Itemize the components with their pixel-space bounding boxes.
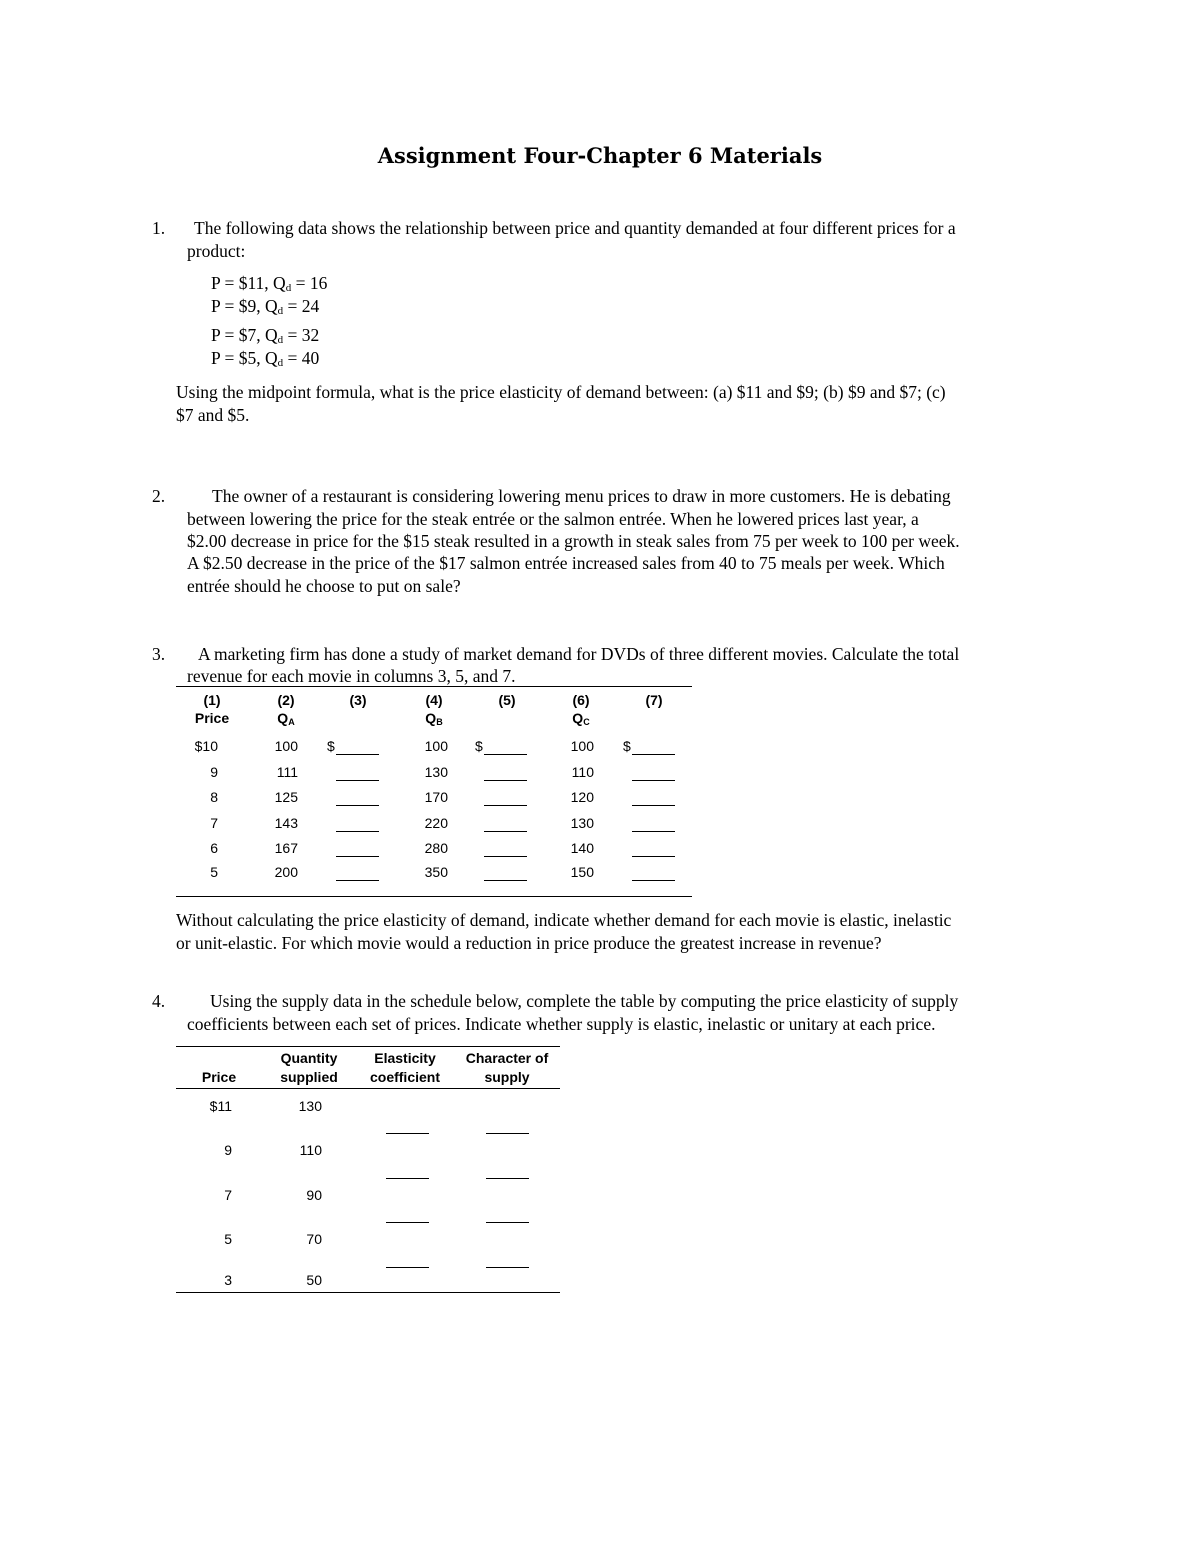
q3-header-num: (1) <box>203 692 221 708</box>
q3-intro-line2: revenue for each movie in columns 3, 5, and 7. <box>187 666 516 686</box>
q4-header-elas-line2: coefficient <box>369 1069 440 1085</box>
q1-qty-text: = 24 <box>283 296 320 316</box>
q1-sub-d: d <box>277 334 284 346</box>
q4-intro-line1: Using the supply data in the schedule below, complete the table by computing the price elasticity of supply <box>210 991 959 1011</box>
q3-answer-blank-col3 <box>336 880 379 881</box>
q3-header-num: (2) <box>277 692 295 708</box>
q3-answer-blank-col7 <box>632 780 675 781</box>
q1-sub-d: d <box>277 305 284 317</box>
q3-header-label <box>246 710 326 727</box>
q3-dollar-sign: $ <box>623 738 631 754</box>
q3-header-label-text: Q <box>425 710 437 726</box>
q3-cell-qb: 170 <box>424 789 448 805</box>
q3-answer-blank-col5 <box>484 780 527 781</box>
q3-header-num: (5) <box>498 692 516 708</box>
q3-answer-blank-col7 <box>632 831 675 832</box>
q3-dollar-sign: $ <box>327 738 335 754</box>
q3-header-sub: C <box>583 717 590 727</box>
q1-price-text: P = $5, Q <box>211 348 278 368</box>
q3-answer-blank-col7 <box>632 805 675 806</box>
q4-cell-qty: 50 <box>306 1272 322 1288</box>
q4-table-top-rule <box>176 1046 560 1047</box>
q3-cell-qb: 220 <box>424 815 448 831</box>
q1-intro-line1: The following data shows the relationship between price and quantity demanded at four different prices for a <box>194 218 956 238</box>
q3-header-num: (7) <box>645 692 663 708</box>
q3-cell-qa: 143 <box>274 815 298 831</box>
q3-cell-price: 8 <box>210 789 218 805</box>
q4-header-elas-line1: Elasticity <box>374 1050 436 1066</box>
q3-intro-line1: A marketing firm has done a study of market demand for DVDs of three different movies. Calculate the total <box>198 644 960 664</box>
q3-cell-qc: 150 <box>570 864 594 880</box>
q4-cell-qty: 130 <box>298 1098 322 1114</box>
q4-answer-blank-character <box>486 1267 529 1268</box>
q4-header-qty-line2: supplied <box>280 1069 338 1085</box>
q3-cell-qb: 350 <box>424 864 448 880</box>
page-title: Assignment Four-Chapter 6 Materials <box>377 143 823 168</box>
q4-table-bottom-rule <box>176 1292 560 1293</box>
q3-table-bottom-rule <box>176 896 692 897</box>
q3-cell-qa: 100 <box>274 738 298 754</box>
q3-header-label <box>541 710 621 727</box>
q4-answer-blank-character <box>486 1178 529 1179</box>
q1-question-line1: Using the midpoint formula, what is the price elasticity of demand between: (a) $11 and $9; (b) $9 and $7; (c) <box>176 382 946 402</box>
q3-table-top-rule <box>176 686 692 687</box>
q3-answer-blank-col5 <box>484 754 527 755</box>
q3-cell-qa: 125 <box>274 789 298 805</box>
q3-cell-price: $10 <box>194 738 218 754</box>
q3-answer-blank-col3 <box>336 856 379 857</box>
q3-dollar-sign: $ <box>475 738 483 754</box>
q3-answer-blank-col3 <box>336 754 379 755</box>
q3-cell-qa: 111 <box>276 764 298 780</box>
q4-cell-price: $11 <box>209 1098 232 1114</box>
q1-data-line <box>211 295 319 323</box>
q4-header-char-line2: supply <box>484 1069 530 1085</box>
q4-header-qty-line1: Quantity <box>280 1050 338 1066</box>
q1-qty-text: = 16 <box>291 273 328 293</box>
q4-cell-qty: 70 <box>306 1231 322 1247</box>
q3-answer-blank-col5 <box>484 805 527 806</box>
q3-answer-blank-col5 <box>484 856 527 857</box>
q3-answer-blank-col5 <box>484 831 527 832</box>
q4-cell-price: 5 <box>224 1231 232 1247</box>
q3-number: 3. <box>152 644 166 664</box>
q3-cell-qc: 130 <box>570 815 594 831</box>
q3-header-label <box>172 710 252 726</box>
q1-intro-line2: product: <box>187 241 246 261</box>
q3-cell-qc: 100 <box>570 738 594 754</box>
q4-header-char-line1: Character of <box>465 1050 549 1066</box>
q1-qty-text: = 40 <box>283 348 320 368</box>
q3-cell-qa: 167 <box>274 840 298 856</box>
q3-cell-qc: 120 <box>570 789 594 805</box>
q3-header-num: (3) <box>349 692 367 708</box>
q3-followup-line2: or unit-elastic. For which movie would a reduction in price produce the greatest increase in revenue? <box>176 933 882 953</box>
q3-cell-price: 7 <box>210 815 218 831</box>
q2-line-2: between lowering the price for the steak entrée or the salmon entrée. When he lowered prices last year, a <box>187 509 919 529</box>
q4-answer-blank-elasticity <box>386 1267 429 1268</box>
q1-question-line2: $7 and $5. <box>176 405 250 425</box>
q2-line-4: A $2.50 decrease in the price of the $17 salmon entrée increased sales from 40 to 75 meals per week. Which <box>187 553 945 573</box>
q2-line-3: $2.00 decrease in price for the $15 steak resulted in a growth in steak sales from 75 per week to 100 per week. <box>187 531 960 551</box>
q4-cell-qty: 110 <box>299 1142 322 1158</box>
q3-cell-qc: 110 <box>571 764 594 780</box>
q1-number: 1. <box>152 218 166 238</box>
q3-answer-blank-col3 <box>336 831 379 832</box>
q3-header-label-text: Q <box>277 710 289 726</box>
q4-cell-price: 9 <box>224 1142 232 1158</box>
q1-qty-text: = 32 <box>283 325 320 345</box>
q1-price-text: P = $7, Q <box>211 325 278 345</box>
q3-cell-qb: 100 <box>424 738 448 754</box>
q1-price-text: P = $9, Q <box>211 296 278 316</box>
q4-answer-blank-elasticity <box>386 1178 429 1179</box>
q3-header-label-text: Q <box>572 710 584 726</box>
q2-line-5: entrée should he choose to put on sale? <box>187 576 461 596</box>
q3-answer-blank-col7 <box>632 754 675 755</box>
q3-cell-qa: 200 <box>274 864 298 880</box>
q2-line-1: The owner of a restaurant is considering lowering menu prices to draw in more customers. He is debating <box>212 486 951 506</box>
q4-intro-line2: coefficients between each set of prices. Indicate whether supply is elastic, inelastic or unitary at each price. <box>187 1014 936 1034</box>
q4-cell-price: 7 <box>224 1187 232 1203</box>
q4-answer-blank-character <box>486 1133 529 1134</box>
q2-number: 2. <box>152 486 166 506</box>
q3-cell-qb: 280 <box>424 840 448 856</box>
q4-answer-blank-character <box>486 1222 529 1223</box>
q1-data-line <box>211 347 319 375</box>
q4-answer-blank-elasticity <box>386 1222 429 1223</box>
q3-header-label-text: Price <box>194 710 230 726</box>
q3-followup-line1: Without calculating the price elasticity of demand, indicate whether demand for each movie is elastic, inelastic <box>176 910 952 930</box>
q3-header-sub: A <box>288 717 295 727</box>
q3-answer-blank-col7 <box>632 856 675 857</box>
q4-table-header-rule <box>176 1088 560 1089</box>
q3-answer-blank-col3 <box>336 805 379 806</box>
q3-header-num: (4) <box>425 692 443 708</box>
q4-number: 4. <box>152 991 166 1011</box>
q3-cell-price: 9 <box>210 764 218 780</box>
q3-cell-price: 6 <box>210 840 218 856</box>
q3-header-sub: B <box>436 717 443 727</box>
q3-cell-qb: 130 <box>424 764 448 780</box>
q1-sub-d: d <box>277 357 284 369</box>
q3-cell-price: 5 <box>210 864 218 880</box>
q4-cell-qty: 90 <box>306 1187 322 1203</box>
q4-answer-blank-elasticity <box>386 1133 429 1134</box>
q3-answer-blank-col3 <box>336 780 379 781</box>
q4-header-price: Price <box>201 1069 237 1085</box>
q1-sub-d: d <box>285 282 292 294</box>
q3-answer-blank-col7 <box>632 880 675 881</box>
q3-header-num: (6) <box>572 692 590 708</box>
q1-price-text: P = $11, Q <box>211 273 286 293</box>
q3-answer-blank-col5 <box>484 880 527 881</box>
q3-cell-qc: 140 <box>570 840 594 856</box>
q3-header-label <box>394 710 474 727</box>
q4-cell-price: 3 <box>224 1272 232 1288</box>
